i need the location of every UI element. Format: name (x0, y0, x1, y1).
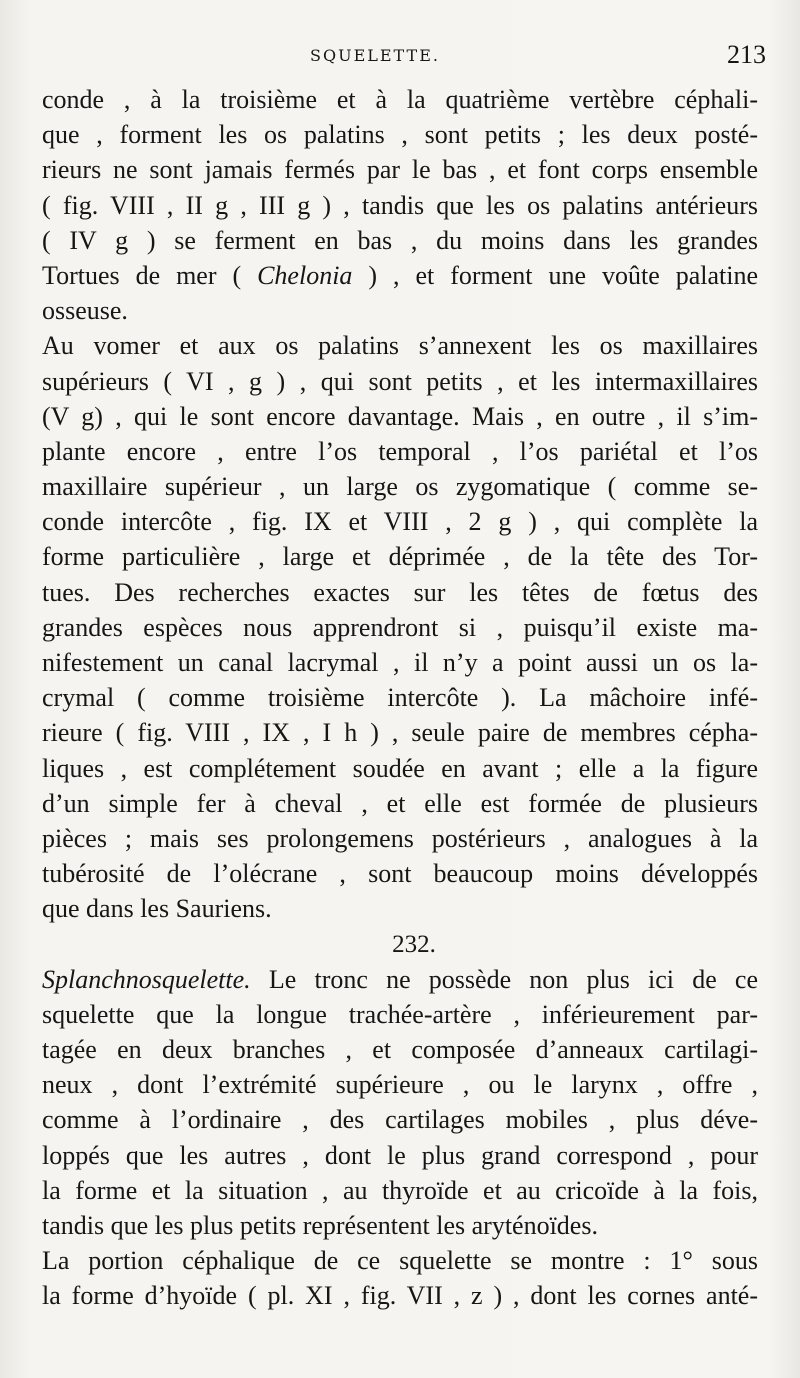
text-line: grandes espèces nous apprendront si , puisqu’il existe ma- (42, 612, 758, 642)
text-line: ( IV g ) se ferment en bas , du moins dans les grandes (42, 225, 758, 255)
text-line: Au vomer et aux os palatins s’annexent les os maxillaires (42, 331, 758, 361)
text-line: supérieurs ( VI , g ) , qui sont petits , et les intermaxillaires (42, 366, 758, 396)
text-line: que dans les Sauriens. (42, 894, 272, 924)
paragraph-2 (42, 328, 758, 926)
text-line: squelette que la longue trachée-artère , inférieurement par- (42, 999, 758, 1029)
text-line: d’un simple fer à cheval , et elle est formée de plusieurs (42, 788, 758, 818)
text-line: osseuse. (42, 296, 128, 326)
text-line: rieurs ne sont jamais fermés par le bas , et font corps ensemble (42, 155, 758, 185)
page-header (40, 40, 766, 76)
paragraph-3 (42, 962, 758, 1244)
text-line: conde , à la troisième et à la quatrième vertèbre céphali- (42, 85, 758, 114)
section-number: 232. (392, 930, 436, 958)
text-line: nifestement un canal lacrymal , il n’y a point aussi un os la- (42, 648, 758, 677)
text-line: tubérosité de l’olécrane , sont beaucoup moins développés (42, 859, 758, 889)
text-line: la forme et la situation , au thyroïde et au cricoïde à la fois, (42, 1175, 758, 1205)
text-line: plante encore , entre l’os temporal , l’os pariétal et l’os (42, 436, 758, 466)
running-head: SQUELETTE. (310, 46, 440, 65)
text-line: tandis que les plus petits représentent les aryténoïdes. (42, 1211, 598, 1240)
paragraph-1 (42, 82, 758, 328)
text-line: Tortues de mer ( Chelonia ) , et forment une voûte palatine (42, 260, 758, 290)
paragraph-4 (42, 1243, 758, 1313)
text-line-italic-lead: Splanchnosquelette. Le tronc ne possède non plus ici de ce (42, 964, 758, 994)
text-line: tagée en deux branches , et composée d’anneaux cartilagi- (42, 1035, 758, 1065)
text-line: ( fig. VIII , II g , III g ) , tandis que les os palatins antérieurs (42, 190, 758, 220)
text-line: conde intercôte , fig. IX et VIII , 2 g ) , qui complète la (42, 507, 758, 537)
text-line: loppés que les autres , dont le plus grand correspond , pour (42, 1140, 758, 1170)
text-line: pièces ; mais ses prolongemens postérieurs , analogues à la (42, 823, 758, 853)
text-line: que , forment les os palatins , sont petits ; les deux posté- (42, 120, 758, 150)
text-line: (V g) , qui le sont encore davantage. Mais , en outre , il s’im- (42, 401, 758, 431)
text-line: forme particulière , large et déprimée , de la tête des Tor- (42, 542, 758, 572)
text-line: rieure ( fig. VIII , IX , I h ) , seule paire de membres cépha- (42, 718, 758, 748)
text-line: liques , est complétement soudée en avant ; elle a la figure (42, 753, 758, 783)
page-number: 213 (727, 40, 766, 69)
text-line: crymal ( comme troisième intercôte ). La mâchoire infé- (42, 683, 758, 713)
body-text (42, 82, 758, 1314)
text-line: La portion céphalique de ce squelette se montre : 1° sous (42, 1246, 758, 1276)
text-line: tues. Des recherches exactes sur les têtes de fœtus des (42, 577, 758, 607)
text-line: comme à l’ordinaire , des cartilages mobiles , plus déve- (42, 1105, 758, 1135)
text-line: la forme d’hyoïde ( pl. XI , fig. VII , z ) , dont les cornes anté- (42, 1281, 758, 1311)
text-line: maxillaire supérieur , un large os zygomatique ( comme se- (42, 472, 758, 502)
text-line: neux , dont l’extrémité supérieure , ou le larynx , offre , (42, 1070, 758, 1100)
